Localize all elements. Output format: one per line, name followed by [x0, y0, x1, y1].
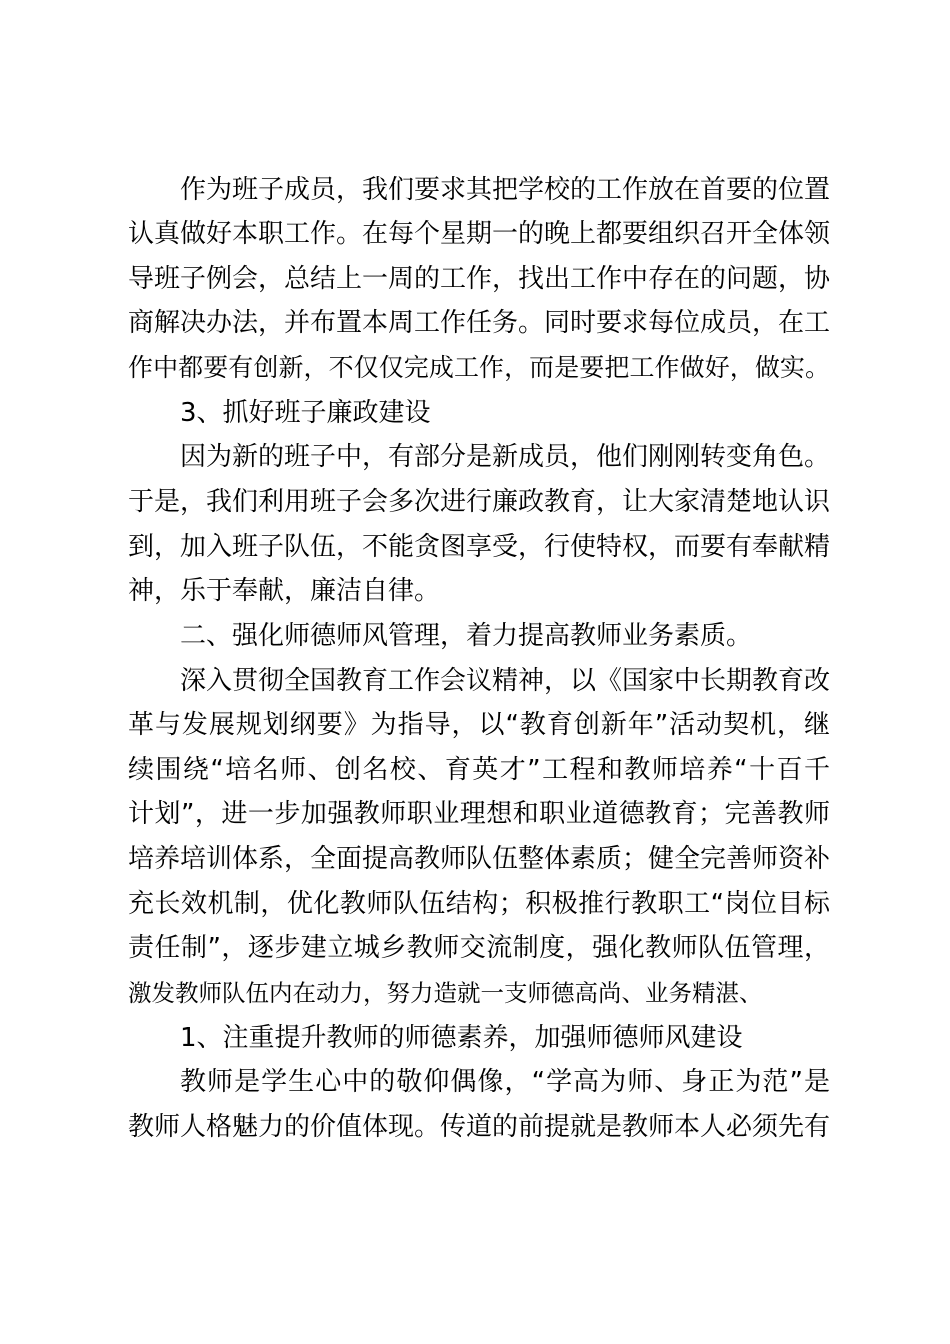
paragraph-line: 续围绕“培名师、创名校、育英才”工程和教师培养“十百千 — [128, 755, 830, 785]
paragraph-line: 培养培训体系，全面提高教师队伍整体素质；健全完善师资补 — [128, 844, 831, 874]
paragraph-line: 到，加入班子队伍，不能贪图享受，行使特权，而要有奉献精 — [128, 532, 831, 562]
paragraph-line: 于是，我们利用班子会多次进行廉政教育，让大家清楚地认识 — [128, 487, 831, 517]
paragraph-line: 充长效机制，优化教师队伍结构；积极推行教职工“岗位目标 — [128, 889, 830, 919]
section-heading: 二、强化师德师风管理，着力提高教师业务素质。 — [180, 621, 753, 651]
section-heading: 3、抓好班子廉政建设 — [180, 398, 431, 428]
paragraph-line: 教师是学生心中的敬仰偶像，“学高为师、身正为范”是 — [180, 1067, 830, 1097]
paragraph-line: 革与发展规划纲要》为指导，以“教育创新年”活动契机，继 — [128, 710, 830, 740]
section-heading: 1、注重提升教师的师德素养，加强师德师风建设 — [180, 1023, 743, 1053]
paragraph-line: 深入贯彻全国教育工作会议精神，以《国家中长期教育改 — [180, 666, 831, 696]
paragraph-line: 计划”，进一步加强教师职业理想和职业道德教育；完善教师 — [128, 799, 830, 829]
paragraph-line: 神，乐于奉献，廉洁自律。 — [128, 576, 441, 606]
paragraph-line: 作为班子成员，我们要求其把学校的工作放在首要的位置 — [180, 175, 831, 205]
paragraph-line: 作中都要有创新，不仅仅完成工作，而是要把工作做好，做实。 — [128, 353, 830, 382]
paragraph-line: 导班子例会，总结上一周的工作，找出工作中存在的问题，协 — [128, 264, 831, 294]
paragraph-line: 责任制”，逐步建立城乡教师交流制度，强化教师队伍管理， — [128, 933, 830, 963]
paragraph-line: 激发教师队伍内在动力，努力造就一支师德高尚、业务精湛、 — [128, 979, 763, 1007]
paragraph-line: 认真做好本职工作。在每个星期一的晚上都要组织召开全体领 — [128, 219, 831, 249]
paragraph-line: 教师人格魅力的价值体现。传道的前提就是教师本人必须先有 — [128, 1112, 831, 1142]
paragraph-line: 因为新的班子中，有部分是新成员，他们刚刚转变角色。 — [180, 442, 831, 472]
paragraph-line: 商解决办法，并布置本周工作任务。同时要求每位成员，在工 — [128, 308, 831, 338]
